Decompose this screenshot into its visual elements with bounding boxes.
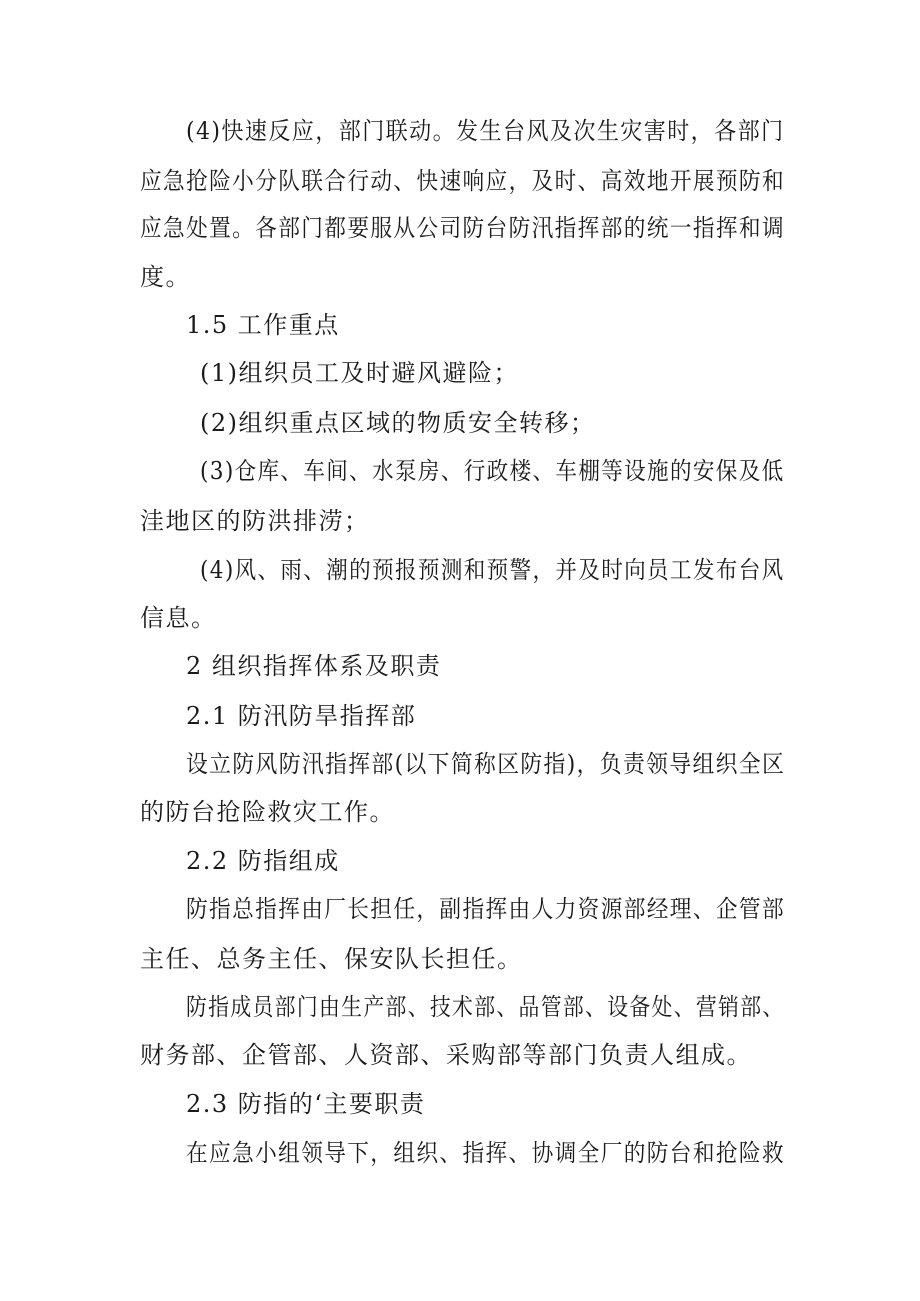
list-item-continuation: 洼地区的防洪排涝； <box>140 507 370 535</box>
paragraph-line: 应急处置。各部门都要服从公司防台防汛指挥部的统一指挥和调 <box>140 214 785 242</box>
list-item: (1)组织员工及时避风避险； <box>200 359 519 387</box>
paragraph-line: (4)快速反应，部门联动。发生台风及次生灾害时，各部门 <box>186 117 785 145</box>
paragraph-line: 应急抢险小分队联合行动、快速响应，及时、高效地开展预防和 <box>140 167 785 195</box>
paragraph-line: 防指成员部门由生产部、技术部、品管部、设备处、营销部、 <box>186 993 785 1021</box>
paragraph-line: 设立防风防汛指挥部(以下简称区防指)，负责领导组织全区 <box>186 750 786 778</box>
paragraph-line: 主任、总务主任、保安队长担任。 <box>140 945 523 973</box>
list-item: (4)风、雨、潮的预报预测和预警，并及时向员工发布台风 <box>200 556 785 584</box>
paragraph-line: 的防台抢险救灾工作。 <box>140 798 395 826</box>
section-heading: 1.5 工作重点 <box>186 311 340 339</box>
list-item: (2)组织重点区域的物质安全转移； <box>200 409 596 437</box>
list-item: (3)仓库、车间、水泵房、行政楼、车棚等设施的安保及低 <box>200 457 785 485</box>
subsection-heading: 2.3 防指的‘主要职责 <box>186 1090 426 1118</box>
paragraph-line: 度。 <box>140 263 191 291</box>
list-item-continuation: 信息。 <box>140 604 217 632</box>
subsection-heading: 2.2 防指组成 <box>186 847 340 875</box>
section-heading: 2 组织指挥体系及职责 <box>186 652 442 680</box>
paragraph-line: 防指总指挥由厂长担任，副指挥由人力资源部经理、企管部 <box>186 895 785 923</box>
paragraph-line: 在应急小组领导下，组织、指挥、协调全厂的防台和抢险救 <box>186 1139 785 1167</box>
subsection-heading: 2.1 防汛防旱指挥部 <box>186 702 417 730</box>
paragraph-line: 财务部、企管部、人资部、采购部等部门负责人组成。 <box>140 1041 752 1069</box>
